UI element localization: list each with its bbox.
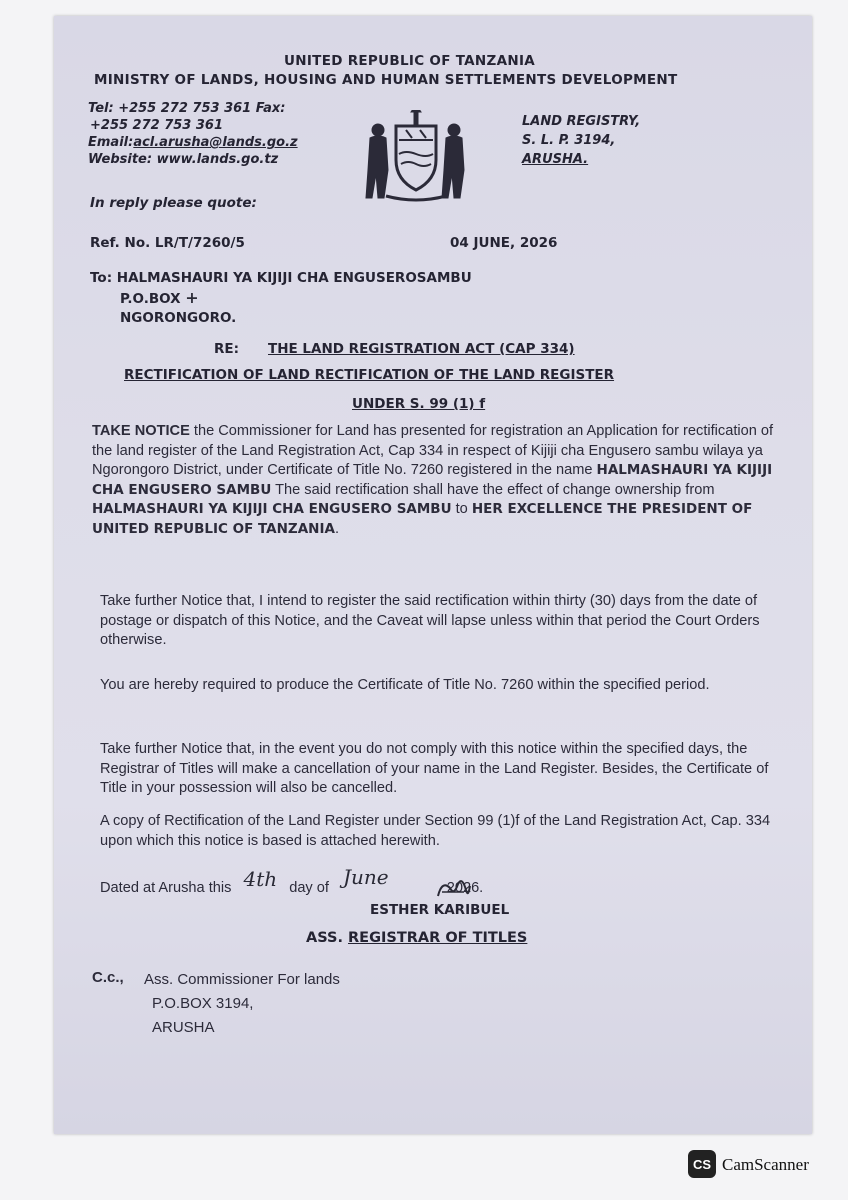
- contact-phone: Tel: +255 272 753 361 Fax:: [88, 101, 286, 116]
- cc-city: ARUSHA: [152, 1019, 215, 1036]
- email-link[interactable]: acl.arusha@lands.go.z: [133, 135, 298, 150]
- camscanner-logo-icon: CS: [688, 1150, 716, 1178]
- cc-block: [144, 968, 340, 1040]
- reply-quote: In reply please quote:: [90, 195, 257, 211]
- contact-email: Email:acl.arusha@lands.go.z: [88, 135, 298, 150]
- dated-line: Dated at Arusha this 4th day of June 2026.: [100, 865, 484, 896]
- contact-website: Website: www.lands.go.tz: [88, 152, 279, 167]
- address-registry: LAND REGISTRY,: [522, 114, 641, 129]
- signatory-name: ESTHER KARIBUEL: [370, 902, 510, 918]
- address-city: ARUSHA.: [522, 152, 589, 167]
- subject-re-label: RE:: [214, 341, 240, 357]
- paragraph-produce-certificate: You are hereby required to produce the Certificate of Title No. 7260 within the specified period.: [100, 677, 710, 693]
- cc-label: C.c.,: [92, 969, 124, 986]
- signatory-title: [306, 930, 527, 946]
- recipient-place: NGORONGORO.: [120, 310, 237, 326]
- recipient-name: To: HALMASHAURI YA KIJIJI CHA ENGUSEROSAMBU: [90, 270, 472, 286]
- contact-block: [88, 100, 298, 168]
- handwritten-month: June: [343, 865, 389, 889]
- paragraph-attachment: A copy of Rectification of the Land Register under Section 99 (1)f of the Land Registration Act, Cap. 334 upon which this notice is based is attached herewith.: [100, 813, 771, 849]
- subject-section: UNDER S. 99 (1) f: [352, 396, 486, 412]
- recipient-block: [90, 269, 472, 328]
- subject-act: THE LAND REGISTRATION ACT (CAP 334): [268, 341, 575, 357]
- coat-of-arms-emblem: [356, 110, 476, 206]
- address-po: S. L. P. 3194,: [522, 133, 616, 148]
- signatory-title-prefix: ASS.: [306, 930, 349, 946]
- cc-recipient: Ass. Commissioner For lands: [144, 971, 340, 988]
- letter-page: [54, 16, 812, 1134]
- reference-number: Ref. No. LR/T/7260/5: [90, 235, 245, 251]
- address-block: [522, 112, 640, 169]
- paragraph-take-notice: TAKE NOTICE the Commissioner for Land has presented for registration an Application for rectification of the land register of the Land Registration Act, Cap 334 in respect of Kijiji cha Engusero sambu wilaya ya Ngorongoro District, under Certificate of Title No. 7260 registered in the name HALMASHAURI YA KIJIJI CHA ENGUSERO SAMBU The said rectification shall have the effect of change ownership from HALMASHAURI YA KIJIJI CHA ENGUSERO SAMBU to HER EXCELLENCE THE PRESIDENT OF UNITED REPUBLIC OF TANZANIA.: [92, 423, 774, 537]
- subject-rectification: RECTIFICATION OF LAND RECTIFICATION OF THE LAND REGISTER: [124, 367, 615, 383]
- camscanner-label: CamScanner: [722, 1155, 809, 1174]
- paragraph-cancellation: Take further Notice that, in the event you do not comply with this notice within the specified days, the Registrar of Titles will make a cancellation of your name in the Land Register. Besides, the Certificate of Title in your possession will also be cancelled.: [100, 741, 769, 796]
- ministry-heading: MINISTRY OF LANDS, HOUSING AND HUMAN SETTLEMENTS DEVELOPMENT: [94, 72, 678, 88]
- paragraph-further-notice: Take further Notice that, I intend to register the said rectification within thirty (30) days from the date of postage or dispatch of this Notice, and the Caveat will lapse unless within that period the Court Orders otherwise.: [100, 593, 760, 648]
- country-heading: UNITED REPUBLIC OF TANZANIA: [284, 53, 536, 69]
- handwritten-day: 4th: [243, 867, 278, 891]
- recipient-po: P.O.BOX +: [120, 288, 199, 307]
- letter-date: 04 JUNE, 2026: [450, 235, 558, 251]
- signatory-title-underlined: REGISTRAR OF TITLES: [348, 930, 528, 946]
- cc-po: P.O.BOX 3194,: [152, 995, 254, 1012]
- contact-fax: +255 272 753 361: [90, 118, 224, 133]
- po-handwritten-mark: +: [185, 288, 199, 307]
- signature-scribble: [434, 878, 474, 904]
